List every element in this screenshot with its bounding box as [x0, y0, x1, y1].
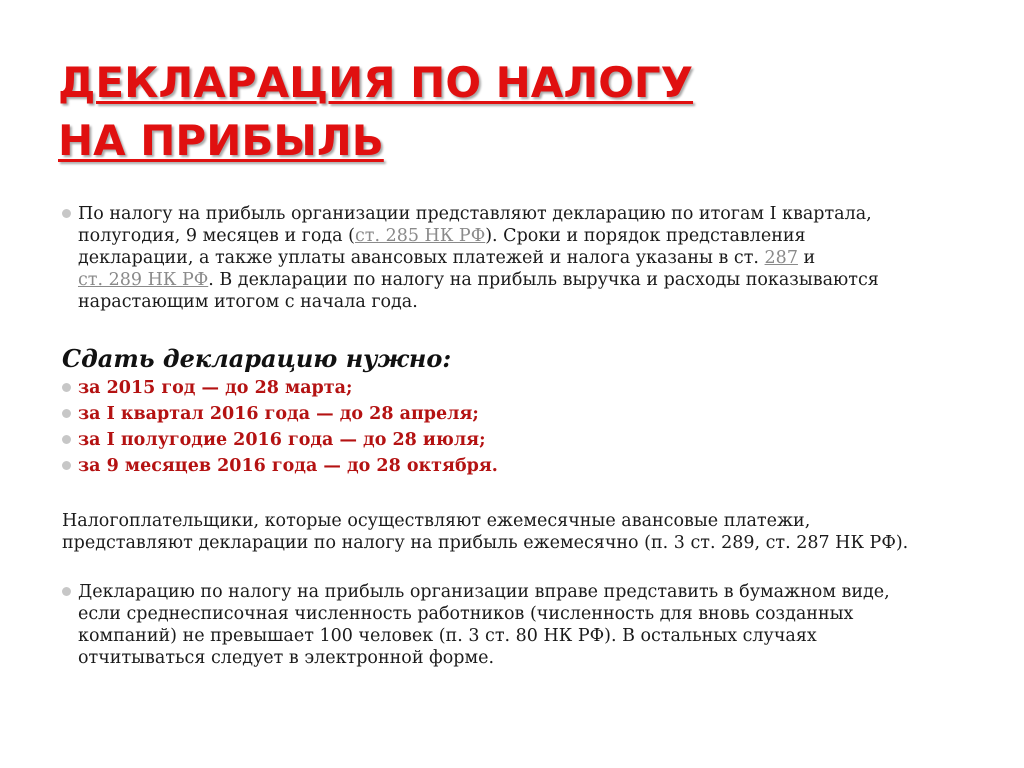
page-title	[58, 54, 958, 170]
paper-line: если среднесписочная численность работников (численность для вновь созданных	[78, 604, 854, 624]
deadline-item: за I квартал 2016 года — до 28 апреля;	[78, 404, 479, 424]
intro-paragraph	[78, 203, 958, 313]
bullet-icon	[62, 409, 71, 418]
monthly-paragraph	[62, 510, 962, 554]
monthly-line: представляют декларации по налогу на прибыль ежемесячно (п. 3 ст. 289, ст. 287 НК РФ).	[62, 533, 909, 553]
deadlines-heading: Сдать декларацию нужно:	[62, 344, 452, 373]
intro-line: По налогу на прибыль организации представляют декларацию по итогам I квартала,	[78, 204, 872, 224]
link-st-287[interactable]: 287	[764, 248, 798, 268]
link-st-285[interactable]: ст. 285 НК РФ	[354, 226, 486, 246]
deadline-item: за 2015 год — до 28 марта;	[78, 378, 353, 398]
bullet-icon	[62, 435, 71, 444]
deadline-item: за I полугодие 2016 года — до 28 июля;	[78, 430, 486, 450]
paper-line: Декларацию по налогу на прибыль организации вправе представить в бумажном виде,	[78, 582, 890, 602]
bullet-icon	[62, 209, 71, 218]
paper-filing-paragraph	[78, 581, 958, 669]
intro-line: нарастающим итогом с начала года.	[78, 292, 418, 312]
paper-line: отчитываться следует в электронной форме.	[78, 648, 495, 668]
bullet-icon	[62, 587, 71, 596]
intro-line: ст. 289 НК РФ. В декларации по налогу на прибыль выручка и расходы показываются	[78, 270, 879, 290]
link-st-289[interactable]: ст. 289 НК РФ	[78, 270, 209, 290]
paper-line: компаний) не превышает 100 человек (п. 3 ст. 80 НК РФ). В остальных случаях	[78, 626, 817, 646]
title-line-2: НА ПРИБЫЛЬ	[58, 116, 384, 165]
intro-line: декларации, а также уплаты авансовых платежей и налога указаны в ст. 287 и	[78, 248, 816, 268]
deadline-item: за 9 месяцев 2016 года — до 28 октября.	[78, 456, 498, 476]
intro-line: полугодия, 9 месяцев и года (ст. 285 НК РФ). Сроки и порядок представления	[78, 226, 806, 246]
bullet-icon	[62, 461, 71, 470]
bullet-icon	[62, 383, 71, 392]
monthly-line: Налогоплательщики, которые осуществляют ежемесячные авансовые платежи,	[62, 511, 811, 531]
title-line-1: ДЕКЛАРАЦИЯ ПО НАЛОГУ	[58, 58, 694, 107]
